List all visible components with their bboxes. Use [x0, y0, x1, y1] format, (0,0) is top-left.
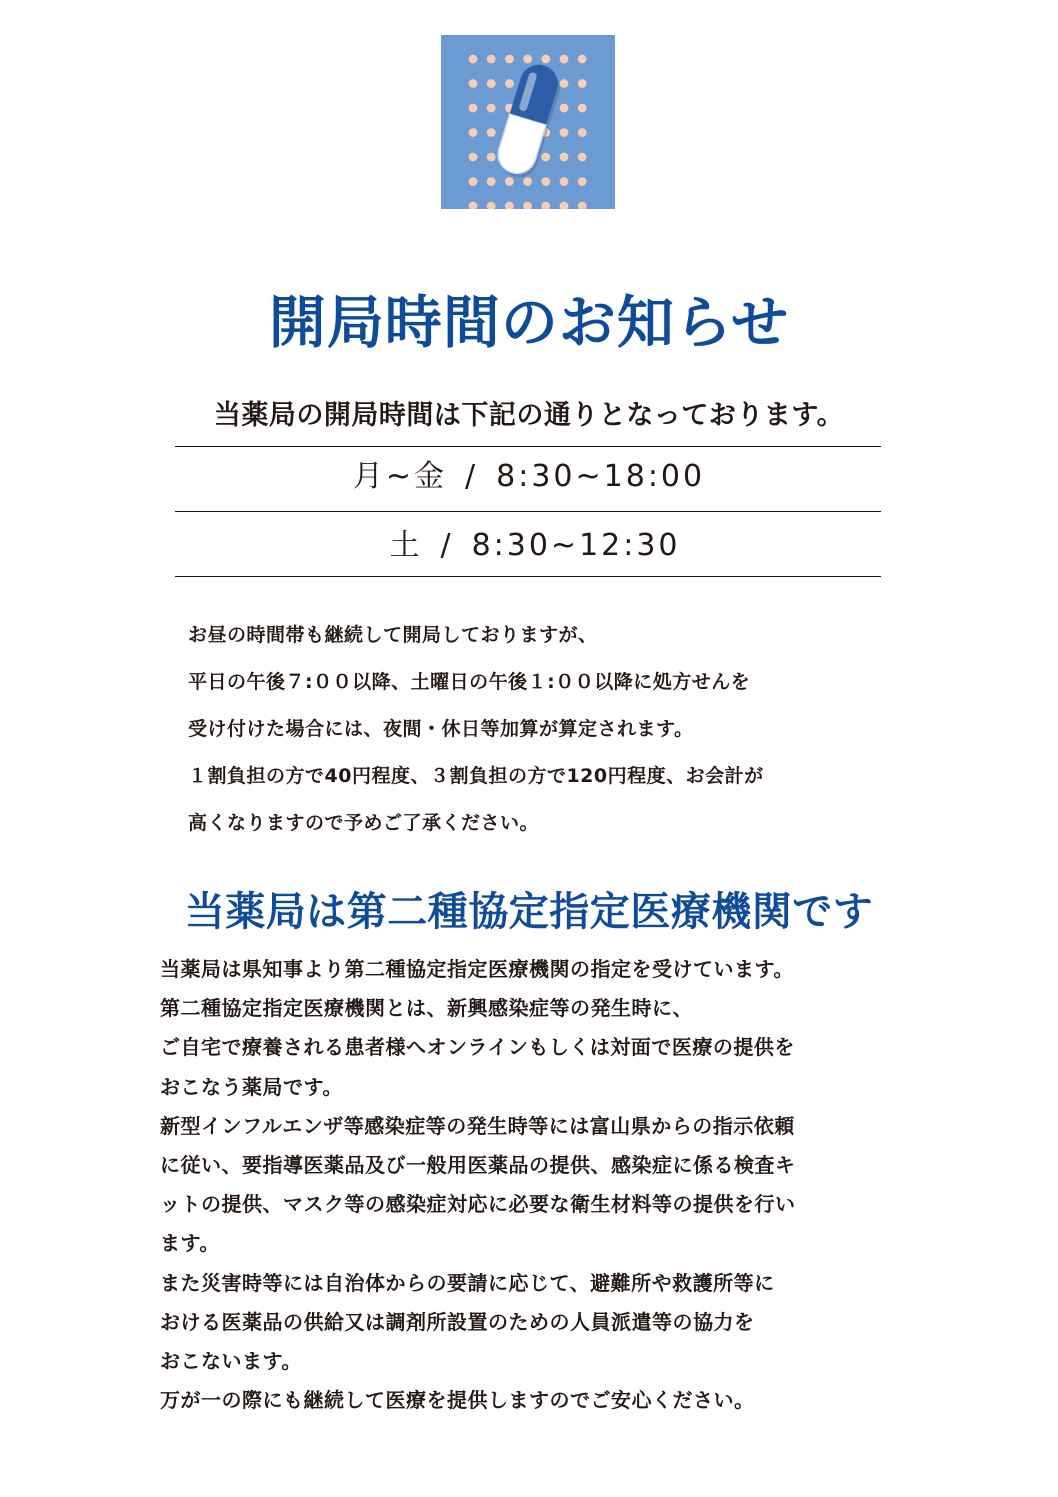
logo-dot	[469, 79, 478, 88]
logo-dot	[578, 128, 587, 137]
logo-dot	[505, 177, 514, 186]
body-line: に従い、要指導医薬品及び一般用医薬品の提供、感染症に係る検査キ	[160, 1153, 796, 1178]
logo-dot	[560, 177, 569, 186]
pharmacy-logo	[441, 35, 615, 209]
logo-dot	[560, 79, 569, 88]
logo-dot	[541, 153, 550, 162]
logo-dot	[487, 104, 496, 113]
notice-line: 受け付けた場合には、夜間・休日等加算が算定されます。	[188, 718, 694, 740]
hours-days: 月~金	[352, 459, 448, 494]
logo-dot	[578, 104, 587, 113]
body-line: 第二種協定指定医療機関とは、新興感染症等の発生時に、	[160, 996, 693, 1021]
capsule-icon	[441, 35, 615, 209]
logo-dot	[469, 153, 478, 162]
logo-dot	[578, 55, 587, 64]
logo-dot	[560, 55, 569, 64]
logo-dot	[560, 104, 569, 113]
section-heading: 当薬局は第二種協定指定医療機関です	[184, 889, 874, 935]
divider-bottom	[175, 576, 881, 577]
logo-dot	[487, 153, 496, 162]
logo-dot	[578, 177, 587, 186]
logo-dot	[505, 55, 514, 64]
logo-dot	[469, 128, 478, 137]
intro-text: 当薬局の開局時間は下記の通りとなっております。	[213, 400, 845, 431]
body-line: ます。	[160, 1231, 220, 1256]
logo-dot	[523, 55, 532, 64]
logo-dot	[487, 177, 496, 186]
notice-line: 平日の午後７:００以降、土曜日の午後１:００以降に処方せんを	[188, 671, 751, 693]
logo-dot	[505, 79, 514, 88]
notice-line: お昼の時間帯も継続して開局しておりますが、	[188, 624, 598, 646]
logo-dot	[578, 153, 587, 162]
hours-notice	[188, 612, 908, 847]
hours-time: 8:30~12:30	[471, 528, 681, 563]
logo-dot	[469, 104, 478, 113]
body-line: おこなう薬局です。	[160, 1074, 343, 1099]
body-line: ご自宅で療養される患者様へオンラインもしくは対面で医療の提供を	[160, 1035, 795, 1060]
notice-line: １割負担の方で40円程度、３割負担の方で120円程度、お会計が	[188, 765, 764, 787]
body-line: 当薬局は県知事より第二種協定指定医療機関の指定を受けています。	[160, 957, 794, 981]
logo-dot	[469, 55, 478, 64]
body-line: ットの提供、マスク等の感染症対応に必要な衛生材料等の提供を行い	[160, 1192, 796, 1217]
logo-dot	[560, 128, 569, 137]
section-body	[160, 950, 920, 1420]
logo-dot	[487, 55, 496, 64]
logo-dot	[541, 177, 550, 186]
logo-dot	[541, 55, 550, 64]
logo-dot	[469, 177, 478, 186]
body-line: 万が一の際にも継続して医療を提供しますのでご安心ください。	[160, 1388, 755, 1413]
logo-dot	[523, 177, 532, 186]
logo-dot	[578, 79, 587, 88]
page-title: 開局時間のお知らせ	[268, 290, 790, 356]
logo-dot	[487, 79, 496, 88]
hours-row-weekday	[0, 457, 1058, 497]
divider-top	[175, 446, 881, 447]
body-line: 新型インフルエンザ等感染症等の発生時等には富山県からの指示依頼	[160, 1113, 795, 1138]
hours-separator: /	[465, 459, 479, 494]
hours-separator: /	[440, 528, 454, 563]
body-line: また災害時等には自治体からの要請に応じて、避難所や救護所等に	[160, 1270, 775, 1295]
hours-time: 8:30~18:00	[496, 459, 706, 494]
body-line: おこないます。	[160, 1349, 302, 1374]
notice-line: 高くなりますので予めご了承ください。	[188, 812, 540, 834]
body-line: おける医薬品の供給又は調剤所設置のための人員派遣等の協力を	[160, 1309, 755, 1334]
hours-days: 土	[389, 528, 423, 563]
logo-dot	[487, 128, 496, 137]
divider-middle	[175, 511, 881, 512]
hours-row-saturday	[0, 526, 1058, 566]
logo-dot	[560, 153, 569, 162]
